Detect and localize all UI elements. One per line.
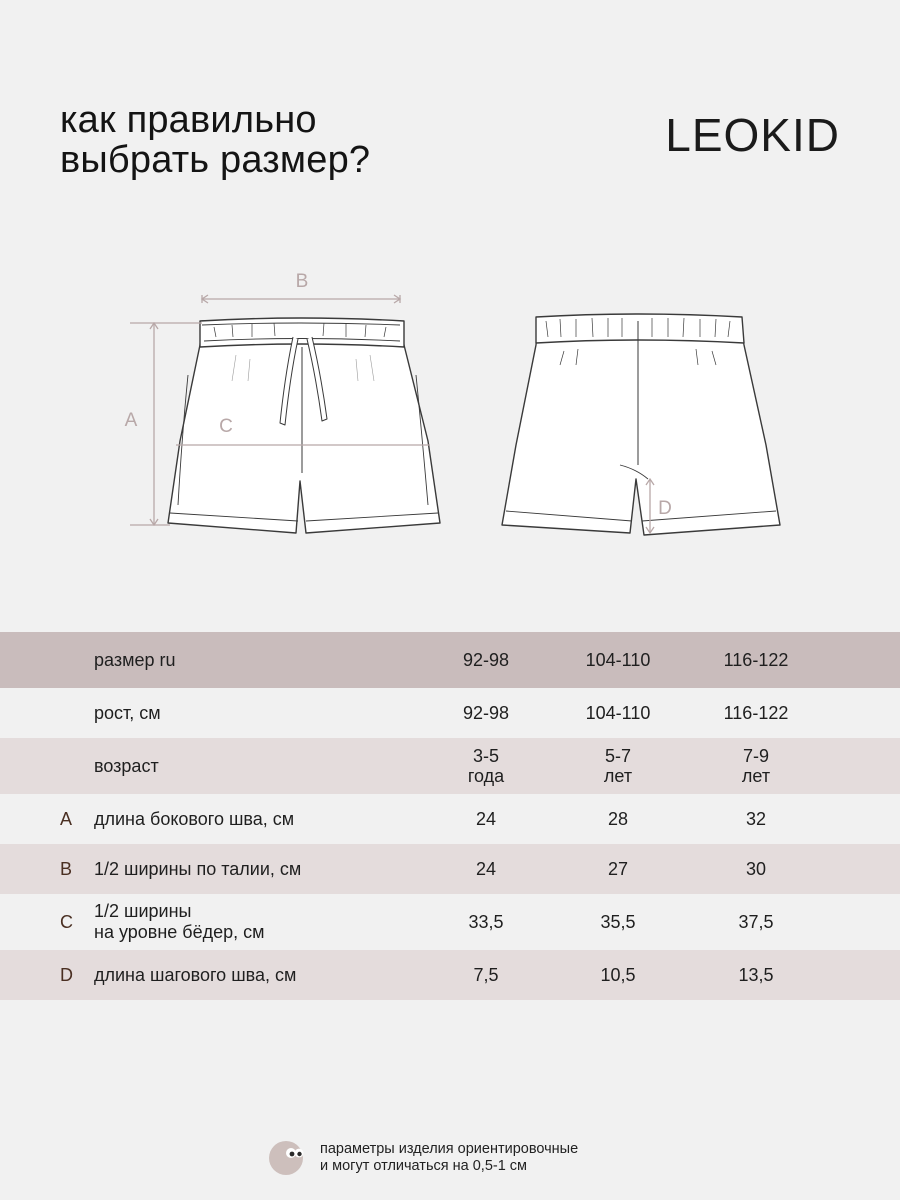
disclaimer-line-2: и могут отличаться на 0,5-1 см xyxy=(320,1158,528,1174)
row-letter: A xyxy=(60,808,73,829)
disclaimer-text xyxy=(320,1141,578,1175)
row-letter: D xyxy=(60,964,73,985)
table-cell: 116-122 xyxy=(723,703,789,723)
table-cell: 24 xyxy=(475,859,497,879)
measure-label-a: A xyxy=(124,410,138,431)
disclaimer-note xyxy=(268,1140,578,1176)
title-line-2: выбрать размер? xyxy=(60,139,371,181)
table-row xyxy=(0,688,900,738)
row-label: 1/2 ширины по талии, см xyxy=(94,858,302,879)
row-label: 1/2 ширины на уровне бёдер, см xyxy=(94,901,265,942)
row-label: длина бокового шва, см xyxy=(94,808,295,829)
table-cell: 3-5 года xyxy=(467,746,505,786)
table-cell: 24 xyxy=(475,809,497,829)
brand-logo: LEOKID xyxy=(665,109,840,161)
table-cell: 104-110 xyxy=(585,650,651,670)
row-label: размер ru xyxy=(94,649,176,670)
table-cell: 5-7 лет xyxy=(603,746,633,786)
table-cell: 92-98 xyxy=(462,650,510,670)
table-cell: 28 xyxy=(607,809,629,829)
shorts-front xyxy=(168,318,440,533)
row-letter xyxy=(60,688,80,738)
table-cell: 116-122 xyxy=(723,650,789,670)
row-letter xyxy=(60,738,80,794)
table-cell: 30 xyxy=(745,859,767,879)
table-cell: 37,5 xyxy=(738,912,774,932)
row-letter xyxy=(60,632,80,688)
page-title xyxy=(60,100,370,180)
measure-label-b: B xyxy=(295,271,309,292)
table-cell: 35,5 xyxy=(600,912,636,932)
row-label: рост, см xyxy=(94,702,161,723)
disclaimer-line-1: параметры изделия ориентировочные xyxy=(320,1141,579,1157)
row-letter: C xyxy=(60,911,73,932)
title-line-1: как правильно xyxy=(60,99,317,141)
table-cell: 33,5 xyxy=(468,912,504,932)
row-label: длина шагового шва, см xyxy=(94,964,297,985)
row-label: возраст xyxy=(94,755,159,776)
table-cell: 13,5 xyxy=(738,965,774,985)
table-row xyxy=(0,844,900,894)
table-row xyxy=(0,794,900,844)
table-cell: 27 xyxy=(607,859,629,879)
table-cell: 92-98 xyxy=(462,703,510,723)
table-cell: 7,5 xyxy=(473,965,499,985)
googly-eyes-icon xyxy=(268,1140,304,1176)
table-row xyxy=(0,894,900,950)
shorts-back xyxy=(502,314,780,535)
table-cell: 10,5 xyxy=(600,965,636,985)
measure-label-d: D xyxy=(658,498,672,519)
table-row xyxy=(0,950,900,1000)
table-cell: 104-110 xyxy=(585,703,651,723)
table-cell: 7-9 лет xyxy=(741,746,771,786)
shorts-diagram xyxy=(0,255,900,555)
table-cell: 32 xyxy=(745,809,767,829)
size-table xyxy=(0,632,900,1000)
table-row xyxy=(0,632,900,688)
table-row xyxy=(0,738,900,794)
row-letter: B xyxy=(60,858,73,879)
measure-label-c: C xyxy=(219,416,233,437)
